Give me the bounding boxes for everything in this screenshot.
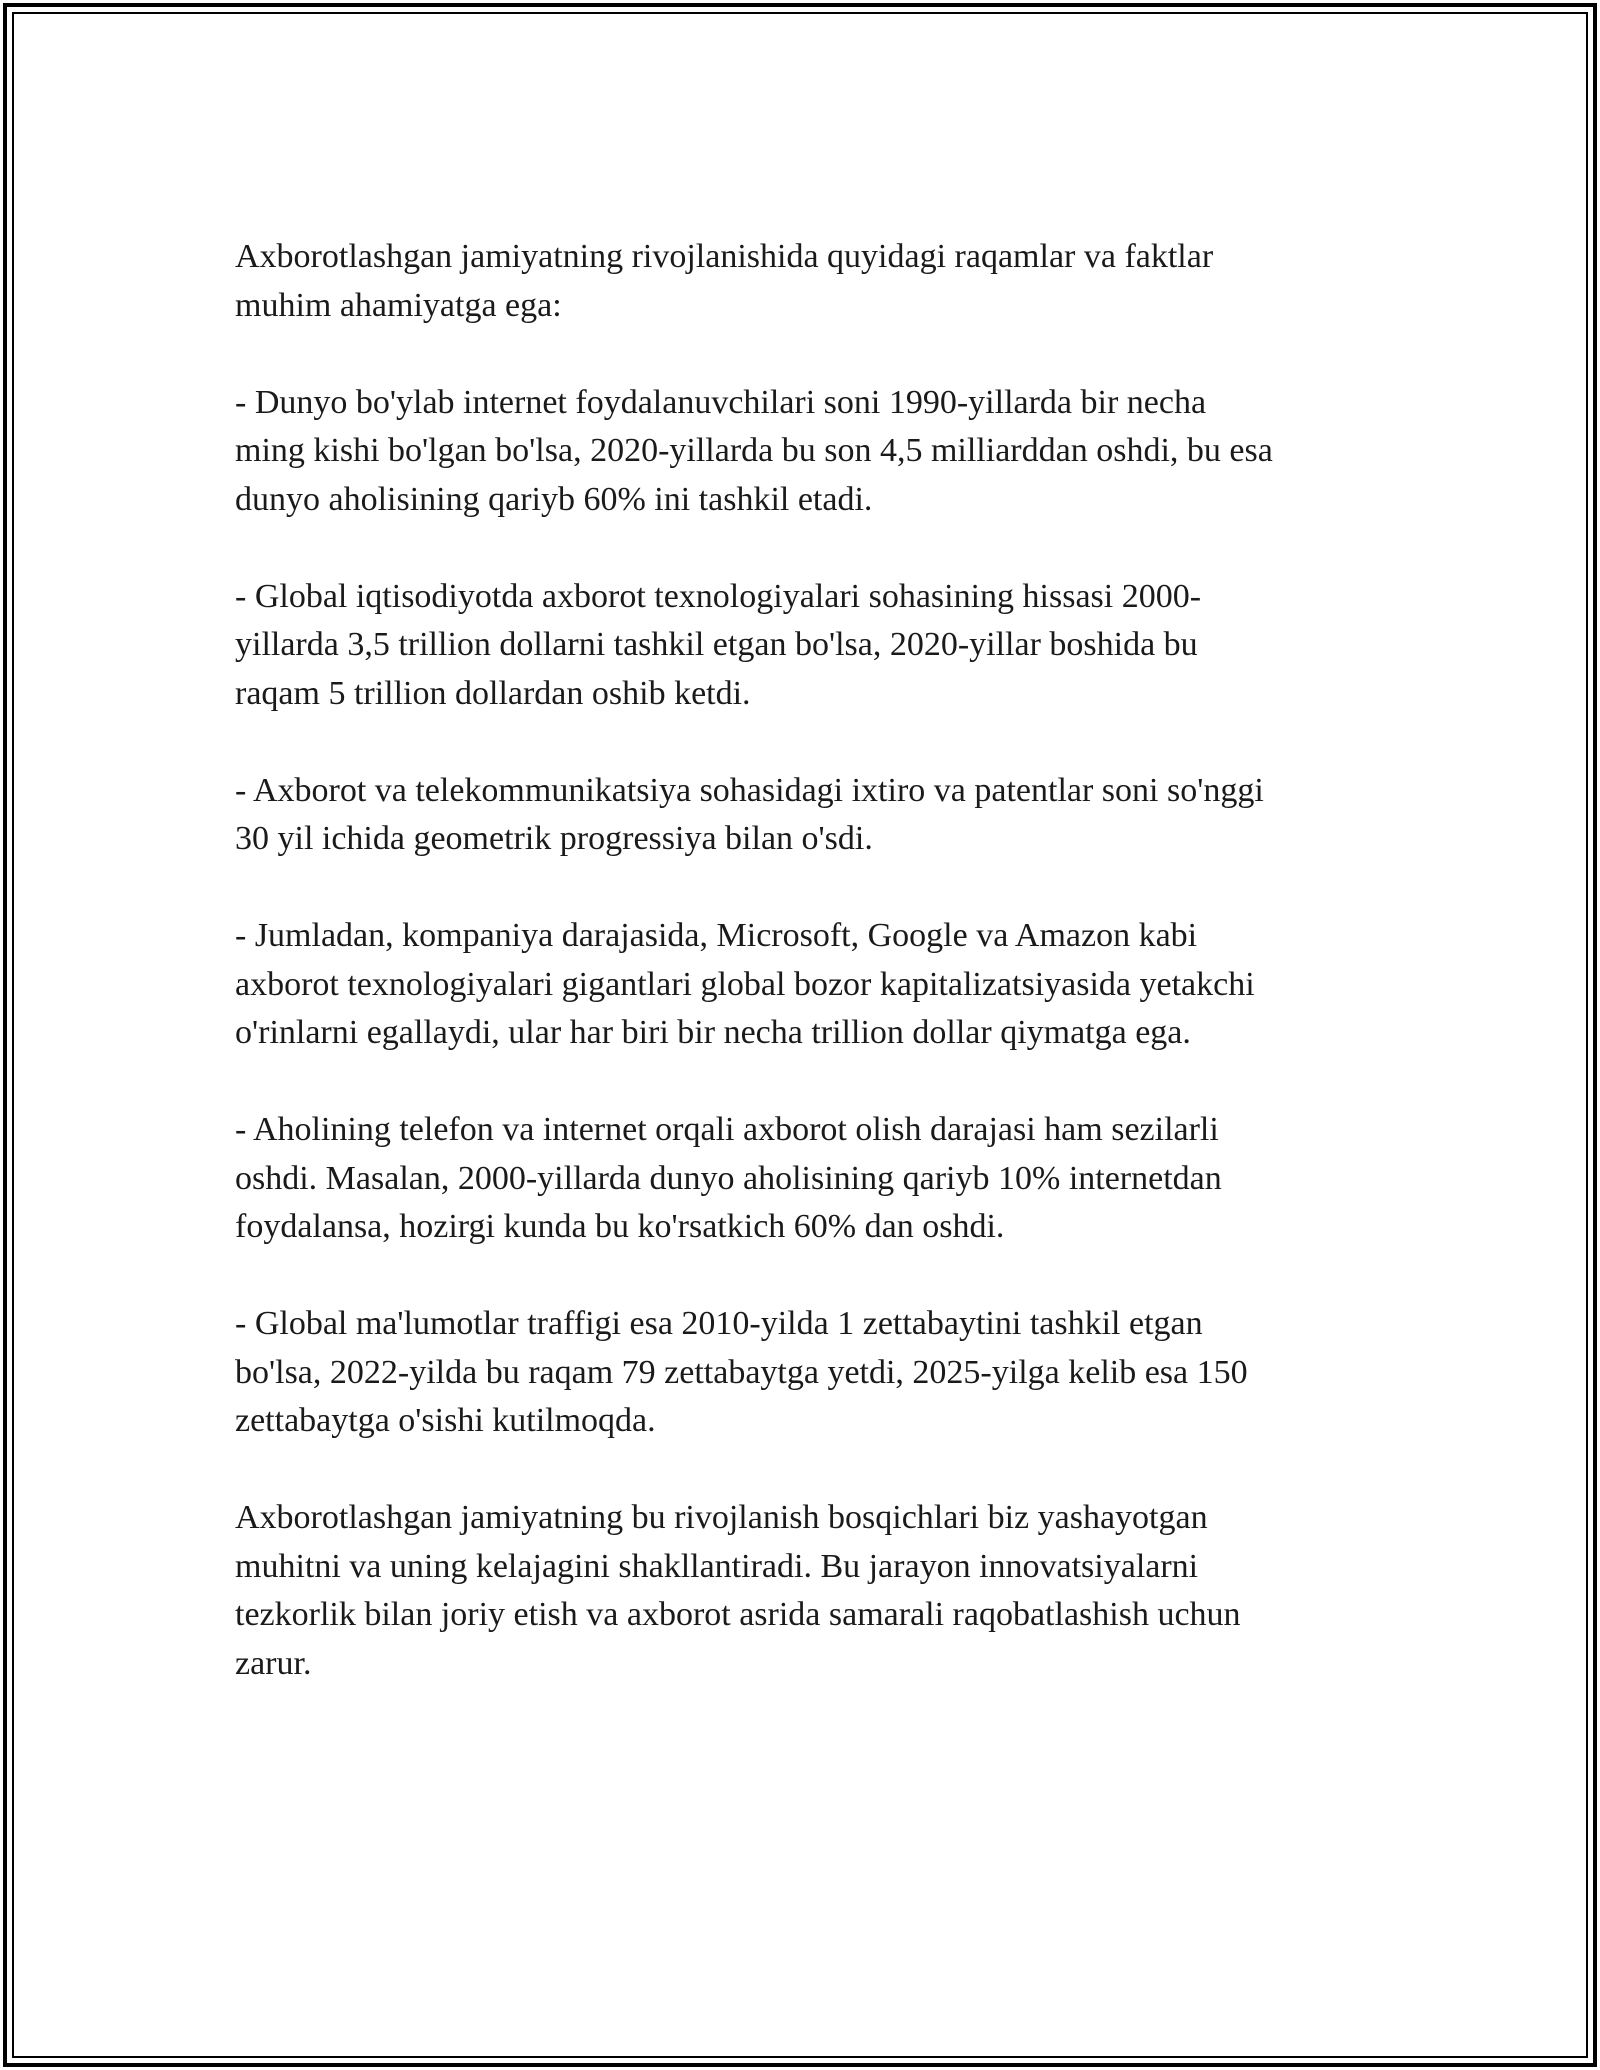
fact-patents: - Axborot va telekommunikatsiya sohasidagi ixtiro va patentlar soni so'nggi 30 yil ichida geometrik progressiya bilan o'sdi. <box>235 771 1264 857</box>
fact-tech-giants: - Jumladan, kompaniya darajasida, Microsoft, Google va Amazon kabi axborot texnologiyalari gigantlari global bozor kapitalizatsiyasida yetakchi o'rinlarni egallaydi, ular har biri bir necha trillion dollar qiymatga ega. <box>235 917 1255 1051</box>
intro-paragraph: Axborotlashgan jamiyatning rivojlanishida quyidagi raqamlar va faktlar muhim ahamiyatga ega: <box>235 238 1214 324</box>
fact-data-traffic: - Global ma'lumotlar traffigi esa 2010-yilda 1 zettabaytini tashkil etgan bo'lsa, 2022-yilda bu raqam 79 zettabaytga yetdi, 2025-yilga kelib esa 150 zettabaytga o'sishi kutilmoqda. <box>235 1305 1248 1439</box>
fact-it-economy: - Global iqtisodiyotda axborot texnologiyalari sohasining hissasi 2000- yillarda 3,5 trillion dollarni tashkil etgan bo'lsa, 2020-yillar boshida bu raqam 5 trillion dollardan oshib ketdi. <box>235 577 1202 712</box>
conclusion-paragraph: Axborotlashgan jamiyatning bu rivojlanish bosqichlari biz yashayotgan muhitni va uning kelajagini shakllantiradi. Bu jarayon innovatsiyalarni tezkorlik bilan joriy etish va axborot asrida samarali raqobatlashish uchun zarur. <box>235 1499 1241 1682</box>
document-body <box>235 233 1375 1737</box>
fact-internet-users: - Dunyo bo'ylab internet foydalanuvchilari soni 1990-yillarda bir necha ming kishi bo'lgan bo'lsa, 2020-yillarda bu son 4,5 milliarddan oshdi, bu esa dunyo aholisining qariyb 60% ini tashkil etadi. <box>235 383 1273 518</box>
fact-internet-access: - Aholining telefon va internet orqali axborot olish darajasi ham sezilarli oshdi. Masalan, 2000-yillarda dunyo aholisining qariyb 10% internetdan foydalansa, hozirgi kunda bu ko'rsatkich 60% dan oshdi. <box>235 1111 1222 1245</box>
